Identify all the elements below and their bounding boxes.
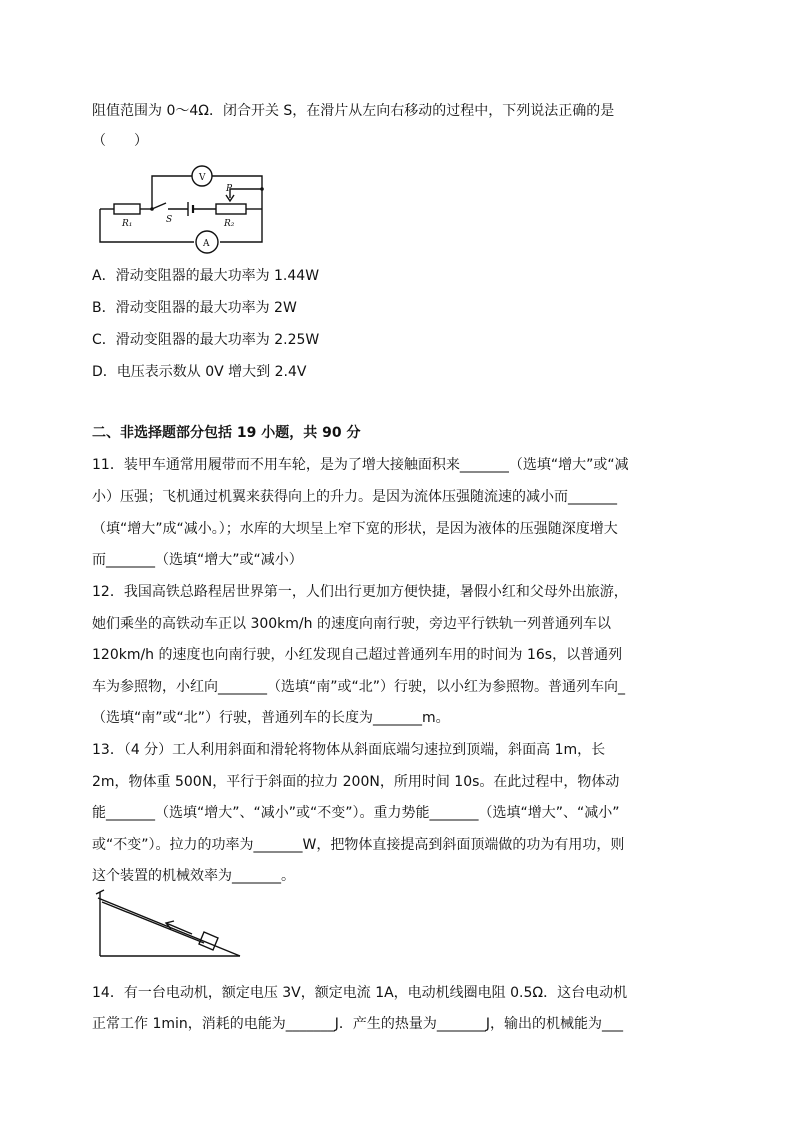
r1-label: R₁	[122, 219, 133, 229]
q10-option-d: D．电压表示数从 0V 增大到 2.4V	[92, 364, 307, 380]
section2-title: 二、非选择题部分包括 19 小题，共 90 分	[92, 425, 361, 441]
q13-line2: 2m，物体重 500N，平行于斜面的拉力 200N，所用时间 10s。在此过程中，物体动	[92, 774, 620, 790]
q12-line3: 120km/h 的速度也向南行驶，小红发现自己超过普通列车用的时间为 16s，以普通列	[92, 647, 623, 663]
q12-line2: 她们乘坐的高铁动车正以 300km/h 的速度向南行驶，旁边平行铁轨一列普通列车以	[92, 616, 611, 632]
q14-line2: 正常工作 1min，消耗的电能为_______J．产生的热量为_______J，输出的机械能为___	[92, 1016, 624, 1032]
q12-line5: （选填“南”或“北”）行驶，普通列车的长度为_______m。	[92, 710, 450, 726]
r2-label: R₂	[224, 219, 235, 229]
q11-line3: （填“增大”成“减小。）；水库的大坝呈上窄下宽的形状，是因为液体的压强随深度增大	[92, 521, 618, 537]
q11-line2: 小）压强；飞机通过机翼来获得向上的升力。是因为流体压强随流速的减小而_______	[92, 489, 617, 505]
q13-line1: 13．（4 分）工人利用斜面和滑轮将物体从斜面底端匀速拉到顶端，斜面高 1m，长	[92, 742, 606, 758]
q13-line4: 或“不变”）。拉力的功率为_______W，把物体直接提高到斜面顶端做的功为有用功，则	[92, 837, 625, 853]
q10-option-b: B．滑动变阻器的最大功率为 2W	[92, 300, 297, 316]
incline-diagram	[94, 888, 244, 960]
q14-line1: 14．有一台电动机，额定电压 3V，额定电流 1A，电动机线圈电阻 0.5Ω．这台电动机	[92, 985, 628, 1001]
q13-line5: 这个装置的机械效率为_______。	[92, 868, 295, 884]
ammeter-label: A	[203, 239, 210, 249]
q13-line3: 能_______（选填“增大”、“减小”或“不变”）。重力势能_______（选填“增大”、“减小”	[92, 805, 620, 821]
circuit-diagram	[96, 164, 266, 254]
q11-line4: 而_______（选填“增大”或“减小）	[92, 552, 303, 568]
q10-option-a: A．滑动变阻器的最大功率为 1.44W	[92, 268, 320, 284]
q12-line1: 12．我国高铁总路程居世界第一，人们出行更加方便快捷，暑假小红和父母外出旅游，	[92, 584, 628, 600]
slider-label: P	[226, 184, 233, 194]
switch-label: S	[166, 215, 173, 225]
q10-stem-line2: （ ）	[92, 133, 148, 149]
q12-line4: 车为参照物，小红向_______（选填“南”或“北”）行驶，以小红为参照物。普通列车向_	[92, 679, 626, 695]
q10-stem-line1: 阻值范围为 0～4Ω．闭合开关 S，在滑片从左向右移动的过程中，下列说法正确的是	[92, 103, 615, 119]
voltmeter-label: V	[199, 173, 206, 183]
q11-line1: 11．装甲车通常用履带而不用车轮，是为了增大接触面积来_______（选填“增大”或“减	[92, 457, 629, 473]
q10-option-c: C．滑动变阻器的最大功率为 2.25W	[92, 332, 320, 348]
